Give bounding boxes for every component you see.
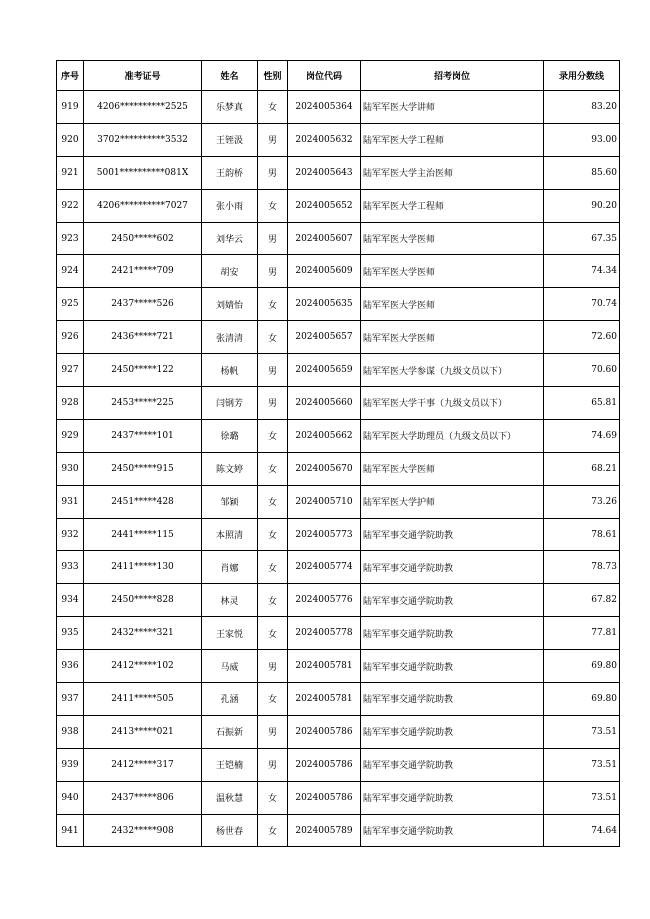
cell-seq: 939 bbox=[57, 748, 84, 781]
table-row bbox=[57, 683, 620, 716]
cell-seq: 937 bbox=[57, 683, 84, 716]
cell-position-code: 2024005660 bbox=[288, 387, 361, 420]
table-row bbox=[57, 551, 620, 584]
cell-score: 67.82 bbox=[544, 584, 620, 617]
table-row bbox=[57, 321, 620, 354]
cell-exam-id: 2450*****828 bbox=[84, 584, 202, 617]
cell-name: 张清清 bbox=[202, 321, 258, 354]
table-row bbox=[57, 518, 620, 551]
table-row bbox=[57, 387, 620, 420]
cell-position: 陆军军事交通学院助教 bbox=[361, 617, 544, 650]
cell-exam-id: 4206**********2525 bbox=[84, 91, 202, 124]
cell-seq: 923 bbox=[57, 222, 84, 255]
table-row bbox=[57, 255, 620, 288]
cell-position: 陆军军医大学医师 bbox=[361, 255, 544, 288]
cell-position-code: 2024005786 bbox=[288, 748, 361, 781]
cell-position-code: 2024005635 bbox=[288, 288, 361, 321]
cell-position: 陆军军事交通学院助教 bbox=[361, 584, 544, 617]
cell-seq: 925 bbox=[57, 288, 84, 321]
cell-gender: 男 bbox=[258, 748, 288, 781]
table-row bbox=[57, 814, 620, 847]
cell-gender: 女 bbox=[258, 189, 288, 222]
cell-seq: 920 bbox=[57, 123, 84, 156]
cell-position: 陆军军医大学主治医师 bbox=[361, 156, 544, 189]
cell-score: 83.20 bbox=[544, 91, 620, 124]
cell-score: 78.61 bbox=[544, 518, 620, 551]
cell-score: 78.73 bbox=[544, 551, 620, 584]
cell-position-code: 2024005662 bbox=[288, 419, 361, 452]
cell-gender: 男 bbox=[258, 715, 288, 748]
cell-position-code: 2024005607 bbox=[288, 222, 361, 255]
cell-exam-id: 2421*****709 bbox=[84, 255, 202, 288]
cell-name: 邹颖 bbox=[202, 485, 258, 518]
cell-seq: 922 bbox=[57, 189, 84, 222]
cell-score: 90.20 bbox=[544, 189, 620, 222]
cell-seq: 921 bbox=[57, 156, 84, 189]
header-score: 录用分数线 bbox=[544, 61, 620, 91]
cell-gender: 男 bbox=[258, 354, 288, 387]
cell-name: 石振新 bbox=[202, 715, 258, 748]
cell-exam-id: 2411*****505 bbox=[84, 683, 202, 716]
cell-gender: 女 bbox=[258, 584, 288, 617]
cell-score: 73.51 bbox=[544, 715, 620, 748]
cell-position-code: 2024005710 bbox=[288, 485, 361, 518]
cell-score: 77.81 bbox=[544, 617, 620, 650]
cell-position-code: 2024005657 bbox=[288, 321, 361, 354]
cell-position-code: 2024005659 bbox=[288, 354, 361, 387]
cell-name: 本照清 bbox=[202, 518, 258, 551]
table-header bbox=[57, 61, 620, 91]
cell-name: 张小雨 bbox=[202, 189, 258, 222]
table-row bbox=[57, 189, 620, 222]
cell-position-code: 2024005643 bbox=[288, 156, 361, 189]
cell-score: 74.64 bbox=[544, 814, 620, 847]
table-row bbox=[57, 617, 620, 650]
cell-exam-id: 2441*****115 bbox=[84, 518, 202, 551]
cell-score: 73.51 bbox=[544, 748, 620, 781]
cell-seq: 919 bbox=[57, 91, 84, 124]
cell-exam-id: 2432*****321 bbox=[84, 617, 202, 650]
cell-exam-id: 3702**********3532 bbox=[84, 123, 202, 156]
cell-exam-id: 2437*****526 bbox=[84, 288, 202, 321]
cell-seq: 936 bbox=[57, 650, 84, 683]
cell-position-code: 2024005786 bbox=[288, 781, 361, 814]
cell-position: 陆军军医大学医师 bbox=[361, 452, 544, 485]
cell-gender: 女 bbox=[258, 91, 288, 124]
cell-position-code: 2024005781 bbox=[288, 650, 361, 683]
cell-score: 70.60 bbox=[544, 354, 620, 387]
cell-position-code: 2024005778 bbox=[288, 617, 361, 650]
header-seq: 序号 bbox=[57, 61, 84, 91]
cell-exam-id: 2450*****915 bbox=[84, 452, 202, 485]
cell-seq: 930 bbox=[57, 452, 84, 485]
table-row bbox=[57, 781, 620, 814]
cell-name: 肖娜 bbox=[202, 551, 258, 584]
cell-seq: 941 bbox=[57, 814, 84, 847]
table-row bbox=[57, 452, 620, 485]
cell-position-code: 2024005773 bbox=[288, 518, 361, 551]
cell-position-code: 2024005609 bbox=[288, 255, 361, 288]
cell-seq: 927 bbox=[57, 354, 84, 387]
cell-position-code: 2024005364 bbox=[288, 91, 361, 124]
cell-position: 陆军军医大学医师 bbox=[361, 321, 544, 354]
cell-position: 陆军军医大学讲师 bbox=[361, 91, 544, 124]
header-exam-id: 准考证号 bbox=[84, 61, 202, 91]
cell-gender: 男 bbox=[258, 255, 288, 288]
cell-name: 陈文婷 bbox=[202, 452, 258, 485]
cell-gender: 女 bbox=[258, 419, 288, 452]
cell-gender: 女 bbox=[258, 814, 288, 847]
table-row bbox=[57, 354, 620, 387]
table-row bbox=[57, 288, 620, 321]
cell-score: 73.51 bbox=[544, 781, 620, 814]
cell-seq: 935 bbox=[57, 617, 84, 650]
table-row bbox=[57, 715, 620, 748]
cell-name: 胡安 bbox=[202, 255, 258, 288]
cell-position: 陆军军医大学医师 bbox=[361, 222, 544, 255]
cell-score: 68.21 bbox=[544, 452, 620, 485]
cell-gender: 女 bbox=[258, 321, 288, 354]
cell-score: 74.34 bbox=[544, 255, 620, 288]
header-row bbox=[57, 61, 620, 91]
cell-score: 69.80 bbox=[544, 650, 620, 683]
cell-seq: 926 bbox=[57, 321, 84, 354]
cell-score: 67.35 bbox=[544, 222, 620, 255]
cell-name: 王家悦 bbox=[202, 617, 258, 650]
cell-position: 陆军军医大学工程师 bbox=[361, 189, 544, 222]
cell-gender: 男 bbox=[258, 222, 288, 255]
cell-position: 陆军军医大学医师 bbox=[361, 288, 544, 321]
header-name: 姓名 bbox=[202, 61, 258, 91]
cell-name: 杨世春 bbox=[202, 814, 258, 847]
table-row bbox=[57, 156, 620, 189]
cell-position: 陆军军医大学干事（九级文员以下） bbox=[361, 387, 544, 420]
cell-position: 陆军军事交通学院助教 bbox=[361, 683, 544, 716]
cell-score: 74.69 bbox=[544, 419, 620, 452]
table-row bbox=[57, 222, 620, 255]
cell-gender: 男 bbox=[258, 387, 288, 420]
header-position-code: 岗位代码 bbox=[288, 61, 361, 91]
cell-gender: 男 bbox=[258, 650, 288, 683]
cell-position-code: 2024005774 bbox=[288, 551, 361, 584]
cell-name: 乐梦真 bbox=[202, 91, 258, 124]
table-row bbox=[57, 650, 620, 683]
cell-seq: 929 bbox=[57, 419, 84, 452]
cell-position: 陆军军事交通学院助教 bbox=[361, 748, 544, 781]
cell-exam-id: 2437*****806 bbox=[84, 781, 202, 814]
cell-position: 陆军军医大学工程师 bbox=[361, 123, 544, 156]
cell-exam-id: 2412*****317 bbox=[84, 748, 202, 781]
cell-exam-id: 2451*****428 bbox=[84, 485, 202, 518]
cell-seq: 940 bbox=[57, 781, 84, 814]
cell-seq: 928 bbox=[57, 387, 84, 420]
cell-seq: 932 bbox=[57, 518, 84, 551]
cell-name: 徐璐 bbox=[202, 419, 258, 452]
cell-name: 温秋慧 bbox=[202, 781, 258, 814]
cell-exam-id: 2432*****908 bbox=[84, 814, 202, 847]
cell-position: 陆军军事交通学院助教 bbox=[361, 715, 544, 748]
cell-position: 陆军军事交通学院助教 bbox=[361, 551, 544, 584]
table-body bbox=[57, 91, 620, 847]
cell-position: 陆军军事交通学院助教 bbox=[361, 814, 544, 847]
results-table bbox=[56, 60, 620, 847]
cell-gender: 女 bbox=[258, 452, 288, 485]
cell-score: 72.60 bbox=[544, 321, 620, 354]
table-row bbox=[57, 748, 620, 781]
cell-name: 林灵 bbox=[202, 584, 258, 617]
header-gender: 性别 bbox=[258, 61, 288, 91]
cell-score: 70.74 bbox=[544, 288, 620, 321]
cell-gender: 女 bbox=[258, 781, 288, 814]
cell-name: 马威 bbox=[202, 650, 258, 683]
cell-name: 王韵桥 bbox=[202, 156, 258, 189]
table-row bbox=[57, 584, 620, 617]
cell-name: 闫钢芳 bbox=[202, 387, 258, 420]
cell-exam-id: 2450*****602 bbox=[84, 222, 202, 255]
cell-gender: 女 bbox=[258, 551, 288, 584]
cell-seq: 938 bbox=[57, 715, 84, 748]
cell-score: 85.60 bbox=[544, 156, 620, 189]
cell-exam-id: 2412*****102 bbox=[84, 650, 202, 683]
table-row bbox=[57, 91, 620, 124]
cell-position-code: 2024005632 bbox=[288, 123, 361, 156]
cell-position: 陆军军医大学助理员（九级文员以下） bbox=[361, 419, 544, 452]
cell-gender: 女 bbox=[258, 683, 288, 716]
cell-gender: 男 bbox=[258, 156, 288, 189]
cell-gender: 女 bbox=[258, 288, 288, 321]
cell-gender: 女 bbox=[258, 617, 288, 650]
cell-score: 65.81 bbox=[544, 387, 620, 420]
cell-name: 王铚汲 bbox=[202, 123, 258, 156]
cell-name: 刘华云 bbox=[202, 222, 258, 255]
table-row bbox=[57, 123, 620, 156]
cell-exam-id: 2413*****021 bbox=[84, 715, 202, 748]
cell-exam-id: 2436*****721 bbox=[84, 321, 202, 354]
cell-name: 孔涵 bbox=[202, 683, 258, 716]
cell-position-code: 2024005776 bbox=[288, 584, 361, 617]
table-row bbox=[57, 485, 620, 518]
cell-exam-id: 2411*****130 bbox=[84, 551, 202, 584]
cell-score: 73.26 bbox=[544, 485, 620, 518]
cell-exam-id: 2450*****122 bbox=[84, 354, 202, 387]
cell-position: 陆军军医大学护师 bbox=[361, 485, 544, 518]
cell-seq: 931 bbox=[57, 485, 84, 518]
cell-name: 杨帆 bbox=[202, 354, 258, 387]
cell-exam-id: 5001**********081X bbox=[84, 156, 202, 189]
cell-gender: 男 bbox=[258, 123, 288, 156]
cell-name: 刘婧怡 bbox=[202, 288, 258, 321]
header-position: 招考岗位 bbox=[361, 61, 544, 91]
cell-position: 陆军军事交通学院助教 bbox=[361, 650, 544, 683]
cell-position-code: 2024005789 bbox=[288, 814, 361, 847]
cell-position-code: 2024005652 bbox=[288, 189, 361, 222]
cell-position-code: 2024005781 bbox=[288, 683, 361, 716]
cell-position: 陆军军事交通学院助教 bbox=[361, 518, 544, 551]
cell-position-code: 2024005786 bbox=[288, 715, 361, 748]
cell-gender: 女 bbox=[258, 518, 288, 551]
cell-gender: 女 bbox=[258, 485, 288, 518]
cell-seq: 933 bbox=[57, 551, 84, 584]
cell-seq: 934 bbox=[57, 584, 84, 617]
cell-position: 陆军军医大学参谋（九级文员以下） bbox=[361, 354, 544, 387]
cell-exam-id: 2453*****225 bbox=[84, 387, 202, 420]
cell-position: 陆军军事交通学院助教 bbox=[361, 781, 544, 814]
cell-exam-id: 2437*****101 bbox=[84, 419, 202, 452]
cell-position-code: 2024005670 bbox=[288, 452, 361, 485]
cell-exam-id: 4206**********7027 bbox=[84, 189, 202, 222]
cell-score: 93.00 bbox=[544, 123, 620, 156]
cell-name: 王铠楠 bbox=[202, 748, 258, 781]
cell-score: 69.80 bbox=[544, 683, 620, 716]
cell-seq: 924 bbox=[57, 255, 84, 288]
table-row bbox=[57, 419, 620, 452]
